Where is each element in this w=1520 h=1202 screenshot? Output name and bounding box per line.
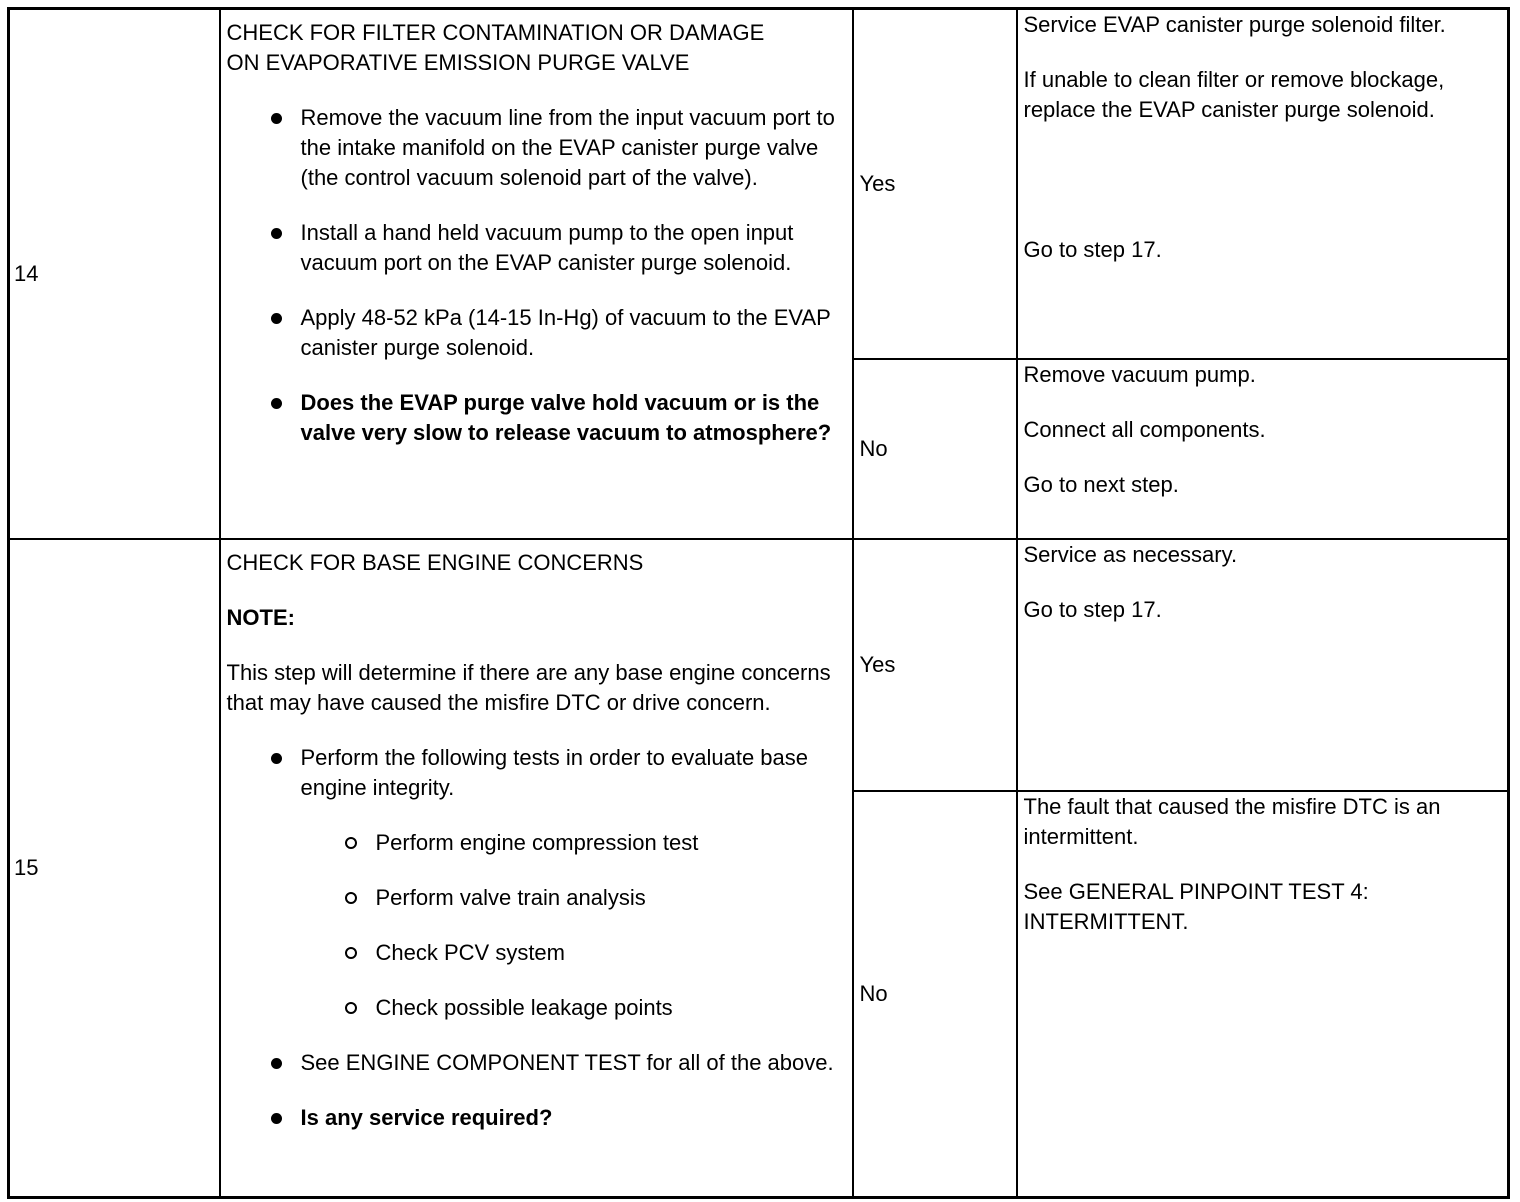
step-number-cell <box>9 539 220 1198</box>
result-no-cell <box>853 791 1017 1198</box>
instruction-item <box>227 743 846 803</box>
question-item: Is any service required? <box>227 1103 846 1133</box>
action-yes-cell <box>1017 539 1509 791</box>
step-action-cell <box>220 9 853 539</box>
step-14-yes-row <box>9 9 1509 359</box>
question-item: Does the EVAP purge valve hold vacuum or is the valve very slow to release vacuum to atmosphere? <box>227 388 846 448</box>
instruction-item: Install a hand held vacuum pump to the open input vacuum port on the EVAP canister purge solenoid. <box>227 218 846 278</box>
sub-item: Perform engine compression test <box>227 828 846 858</box>
result-yes-cell <box>853 539 1017 791</box>
action-no-cell <box>1017 791 1509 1198</box>
action-text: Connect all components. <box>1023 416 1266 442</box>
action-no-cell <box>1017 359 1509 539</box>
action-text: Remove vacuum pump. <box>1023 361 1256 387</box>
note-label: NOTE: <box>226 604 295 630</box>
instruction-item: Apply 48-52 kPa (14-15 In-Hg) of vacuum to the EVAP canister purge solenoid. <box>227 303 846 363</box>
instruction-text: Perform the following tests in order to evaluate base engine integrity. <box>300 744 808 800</box>
goto-step-text: Go to step 17. <box>1023 237 1162 262</box>
action-text: If unable to clean filter or remove blockage, replace the EVAP canister purge solenoid. <box>1023 67 1445 122</box>
goto-step-text: Go to step 17. <box>1023 596 1162 622</box>
reference-text: See GENERAL PINPOINT TEST 4: INTERMITTENT. <box>1023 878 1369 934</box>
result-yes-label: Yes <box>859 651 896 677</box>
step-title-line-1: CHECK FOR FILTER CONTAMINATION OR DAMAGE <box>226 20 765 45</box>
step-number: 15 <box>14 854 39 880</box>
result-yes-label: Yes <box>859 170 896 196</box>
result-yes-cell <box>853 9 1017 359</box>
action-yes-cell <box>1017 9 1509 359</box>
step-action-cell <box>220 539 853 1198</box>
goto-step-text: Go to next step. <box>1023 471 1179 497</box>
step-number-cell <box>9 9 220 539</box>
step-15-yes-row <box>9 539 1509 791</box>
instruction-list <box>227 103 846 448</box>
step-title-line-2: ON EVAPORATIVE EMISSION PURGE VALVE <box>226 50 690 75</box>
instruction-item: Remove the vacuum line from the input vacuum port to the intake manifold on the EVAP canister purge valve (the control vacuum solenoid part of the valve). <box>227 103 846 193</box>
instruction-list <box>227 743 846 803</box>
result-no-label: No <box>859 435 888 461</box>
sub-item: Perform valve train analysis <box>227 883 846 913</box>
step-number: 14 <box>14 260 39 286</box>
diagnostic-table <box>7 7 1510 1199</box>
instruction-list <box>227 1048 846 1133</box>
sub-item: Check possible leakage points <box>227 993 846 1023</box>
sub-item: Check PCV system <box>227 938 846 968</box>
instruction-item: See ENGINE COMPONENT TEST for all of the above. <box>227 1048 846 1078</box>
result-no-cell <box>853 359 1017 539</box>
step-title: CHECK FOR BASE ENGINE CONCERNS <box>226 549 644 575</box>
test-sublist <box>227 828 846 1023</box>
result-no-label: No <box>859 980 888 1006</box>
action-text: Service EVAP canister purge solenoid filter. <box>1023 12 1446 37</box>
action-text: Service as necessary. <box>1023 541 1238 567</box>
note-text: This step will determine if there are any base engine concerns that may have caused the misfire DTC or drive concern. <box>226 659 831 715</box>
action-text: The fault that caused the misfire DTC is an intermittent. <box>1023 793 1441 849</box>
